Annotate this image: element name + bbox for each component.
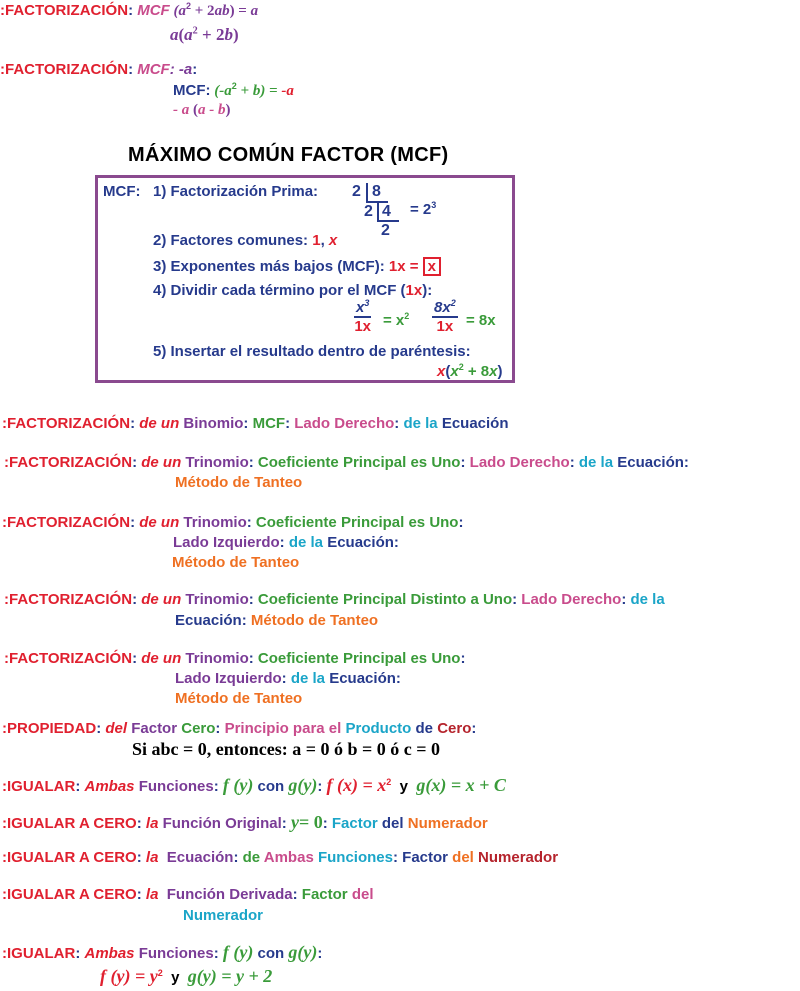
expr2: + b) = — [236, 83, 282, 99]
factor: Factor — [331, 815, 378, 832]
del: del — [351, 886, 374, 903]
div-2c: 2 — [381, 222, 390, 239]
factorizacion-label: :FACTORIZACIÓN — [0, 2, 129, 19]
g-of-y: g(y) — [288, 942, 318, 962]
mcf-value: : -a — [169, 61, 193, 78]
factorizacion-label: :FACTORIZACIÓN — [0, 61, 129, 78]
paren-close: ) — [225, 102, 231, 118]
del: del — [381, 815, 404, 832]
mcf-italic: MCF — [137, 2, 170, 19]
ecuacion: Ecuación — [329, 670, 396, 687]
coef-principal: Coeficiente Principal es Uno — [257, 454, 461, 471]
mcf-box-label: MCF: — [103, 183, 141, 200]
f-of-y-eq: f (y) = y — [100, 966, 158, 986]
ecuacion: Ecuación — [175, 612, 242, 629]
top1-line2 — [170, 25, 239, 45]
ecuacion: Ecuación — [166, 849, 234, 866]
la: la — [145, 886, 159, 903]
lado-izquierdo: Lado Izquierdo — [175, 670, 282, 687]
factorizacion-label: FACTORIZACIÓN — [9, 650, 133, 667]
step3-text: 3) Exponentes más bajos (MCF): — [153, 258, 389, 275]
principio: Principio para el — [224, 720, 342, 737]
line-binomio: :FACTORIZACIÓN: de un Binomio: MCF: Lado Derecho: de la Ecuación — [2, 415, 509, 432]
step4-1x: 1x — [405, 282, 423, 299]
trinomio: Trinomio — [185, 454, 249, 471]
line-trinomio-4: :FACTORIZACIÓN: de un Trinomio: Coeficiente Principal es Uno: — [4, 650, 466, 667]
factorizacion-label: FACTORIZACIÓN — [9, 591, 133, 608]
line-trinomio-2b: Lado Izquierdo: de la Ecuación: — [173, 534, 399, 551]
var-ab: ab — [214, 3, 230, 19]
exp-2: 2 — [185, 1, 191, 11]
de: de — [415, 720, 434, 737]
step2 — [153, 232, 337, 249]
top2-line1 — [0, 61, 197, 78]
separator: : — [128, 61, 134, 78]
line-igualar-cero-1: :IGUALAR A CERO: la Función Original: y= 0: Factor del Numerador — [2, 812, 488, 832]
ambas: Ambas — [263, 849, 314, 866]
coef-principal: Coeficiente Principal es Uno — [257, 650, 461, 667]
paren-close: ) — [232, 25, 239, 44]
line-trinomio-1: :FACTORIZACIÓN: de un Trinomio: Coeficiente Principal es Uno: Lado Derecho: de la Ecuación: — [4, 454, 689, 471]
con: con — [257, 945, 285, 962]
var-a: a — [184, 25, 193, 44]
top2-line3 — [173, 102, 231, 119]
ambas: Ambas — [84, 778, 135, 795]
div-8: 8 — [372, 183, 381, 200]
metodo-tanteo-4: Método de Tanteo — [175, 690, 303, 707]
step5-result — [437, 363, 502, 380]
ecuacion: Ecuación — [617, 454, 684, 471]
eq-zero: = 0 — [298, 812, 323, 832]
de-la: de la — [403, 415, 438, 432]
factorizacion-label: FACTORIZACIÓN — [7, 514, 131, 531]
step4-close: ): — [422, 282, 433, 299]
mcf-italic: MCF — [137, 61, 170, 78]
y-var: y — [290, 812, 299, 832]
line-trinomio-2: :FACTORIZACIÓN: de un Trinomio: Coeficiente Principal es Uno: — [2, 514, 464, 531]
funcion-derivada: Función Derivada — [166, 886, 293, 903]
exp-2: 2 — [386, 777, 392, 787]
numerador: Numerador — [407, 815, 488, 832]
step4 — [153, 282, 432, 299]
div-bar2 — [377, 203, 379, 221]
g-of-x: g(x) = x + C — [416, 775, 506, 795]
line-trinomio-3b: Ecuación: Método de Tanteo — [175, 612, 379, 629]
top2-line2: MCF: $(-a^2 + b) = -a$ — [173, 81, 294, 99]
con: con — [257, 778, 285, 795]
line-igualar-cero-3: :IGUALAR A CERO: la Función Derivada: Factor del — [2, 886, 374, 903]
factor: Factor — [301, 886, 348, 903]
step5: 5) Insertar el resultado dentro de paréntesis: — [153, 343, 471, 360]
frac1-result — [383, 312, 409, 329]
de-la: de la — [288, 534, 324, 551]
mcf-label: MCF: — [173, 82, 211, 99]
var-a: a — [178, 3, 186, 19]
igualar-cero-label: IGUALAR A CERO — [7, 815, 137, 832]
funciones: Funciones — [317, 849, 393, 866]
exp-2: 2 — [192, 25, 198, 37]
step5-x2: x — [450, 363, 459, 380]
de-un: de un — [139, 514, 180, 531]
la: la — [145, 815, 159, 832]
line-igualar-2b — [100, 966, 272, 987]
step5-open: ( — [445, 363, 451, 380]
mcf: MCF — [252, 415, 286, 432]
frac2-num: $8x^2$ — [434, 298, 456, 316]
expr: (-a — [210, 83, 232, 99]
y-conj: y — [171, 969, 180, 986]
de-la: de la — [578, 454, 614, 471]
separator: : — [128, 2, 134, 19]
expr-open: ( — [169, 3, 179, 19]
line-igualar-1: :IGUALAR: Ambas Funciones: f (y) con g(y): f $(x) = x^2$ y g(x) = x + C — [2, 775, 506, 795]
lado-derecho: Lado Derecho — [521, 591, 622, 608]
mcf-title: MÁXIMO COMÚN FACTOR (MCF) — [128, 144, 449, 166]
plus-2: + 2 — [191, 3, 215, 19]
factor: Factor — [402, 849, 448, 866]
metodo-tanteo-1: Método de Tanteo — [175, 474, 303, 491]
step2-text: 2) Factores comunes: — [153, 232, 313, 249]
de-la: de la — [630, 591, 665, 608]
step3-1x: 1x — [388, 258, 406, 275]
de-un: de un — [141, 454, 182, 471]
numerador: Numerador — [478, 849, 559, 866]
trinomio: Trinomio — [183, 514, 247, 531]
funciones: Funciones — [138, 778, 214, 795]
step2-comma: , — [320, 232, 329, 249]
propiedad-label: PROPIEDAD — [7, 720, 97, 737]
la: la — [145, 849, 159, 866]
step1: 1) Factorización Prima: — [153, 183, 319, 200]
lado-izquierdo: Lado Izquierdo — [173, 534, 280, 551]
result: -a — [281, 83, 294, 99]
prop-rule: Si abc = 0, entonces: a = 0 ó b = 0 ó c = 0 — [132, 739, 441, 759]
step5-x: x — [437, 363, 446, 380]
igualar-cero-label: IGUALAR A CERO — [7, 849, 137, 866]
factor: Factor — [131, 720, 178, 737]
de-la: de la — [290, 670, 326, 687]
step4-text: 4) Dividir cada término por el MCF ( — [153, 282, 406, 299]
div-exp: 3 — [431, 200, 437, 210]
exp-2: 2 — [157, 968, 163, 978]
result-a: a — [250, 3, 259, 19]
cero-2: Cero — [437, 720, 472, 737]
div-eq: = 2 — [410, 201, 432, 218]
line-igualar-cero-2: :IGUALAR A CERO: la Ecuación: de Ambas Funciones: Factor del Numerador — [2, 849, 559, 866]
line-propiedad: :PROPIEDAD: del Factor Cero: Principio para el Producto de Cero: — [2, 720, 477, 737]
neg-a: - a — [173, 102, 190, 118]
fraction-1 — [354, 300, 371, 336]
numerador-3: Numerador — [183, 907, 264, 924]
de-un: de un — [141, 650, 182, 667]
de-un: de un — [141, 591, 182, 608]
g-of-y-eq: g(y) = y + 2 — [187, 966, 273, 986]
coef-principal: Coeficiente Principal es Uno — [255, 514, 459, 531]
metodo-tanteo: Método de Tanteo — [250, 612, 379, 629]
frac1-exp: 2 — [404, 311, 410, 321]
div-2b: 2 — [364, 203, 373, 220]
funciones: Funciones — [138, 945, 214, 962]
igualar-label: IGUALAR — [7, 778, 76, 795]
fraction-2 — [432, 300, 458, 336]
var-b: b — [224, 25, 233, 44]
de-un: de un — [139, 415, 180, 432]
paren-open: ( — [189, 102, 198, 118]
factorizacion-label: FACTORIZACIÓN — [9, 454, 133, 471]
step5-exp: 2 — [458, 362, 464, 372]
line-igualar-2: :IGUALAR: Ambas Funciones: f (y) con g(y): — [2, 942, 323, 962]
binomio: Binomio — [183, 415, 244, 432]
ecuacion: Ecuación — [441, 415, 509, 432]
lado-derecho: Lado Derecho — [294, 415, 395, 432]
del: del — [452, 849, 474, 866]
step2-x: x — [328, 232, 338, 249]
step3-boxed-x: x — [423, 257, 441, 276]
step5-close: ) — [497, 363, 503, 380]
line-trinomio-3: :FACTORIZACIÓN: de un Trinomio: Coeficiente Principal Distinto a Uno: Lado Derecho: de la — [4, 591, 665, 608]
del: del — [105, 720, 128, 737]
div-2a: 2 — [352, 183, 361, 200]
step3-eq: = — [405, 258, 423, 275]
eq: ) = — [229, 3, 251, 19]
y-conj: y — [399, 778, 408, 795]
separator: : — [192, 61, 198, 78]
f-of-y: f (y) — [222, 775, 254, 795]
step3 — [153, 257, 441, 276]
igualar-label: IGUALAR — [7, 945, 76, 962]
frac1-num: $x^3$ — [356, 298, 370, 316]
funcion-original: Función Original — [162, 815, 282, 832]
f-of-x: f (x) = x — [326, 775, 387, 795]
frac1-eq: = x — [383, 312, 405, 329]
var-a: a — [170, 25, 179, 44]
plus-2: + 2 — [197, 25, 225, 44]
step5-x3: x — [489, 363, 498, 380]
step2-one: 1 — [312, 232, 321, 249]
lado-derecho: Lado Derecho — [469, 454, 570, 471]
frac1-den: 1x — [354, 318, 372, 335]
inner: a - b — [198, 102, 226, 118]
paren-open: ( — [178, 25, 185, 44]
div-bar1 — [366, 183, 368, 202]
frac2-result: = 8x — [466, 312, 496, 329]
frac2-den: 1x — [436, 318, 454, 335]
coef-distinto: Coeficiente Principal Distinto a Uno — [257, 591, 513, 608]
cero: Cero — [181, 720, 216, 737]
igualar-cero-label: IGUALAR A CERO — [7, 886, 137, 903]
line-trinomio-4b: Lado Izquierdo: de la Ecuación: — [175, 670, 401, 687]
div-4: 4 — [382, 203, 391, 220]
factorizacion-label: FACTORIZACIÓN — [7, 415, 131, 432]
ecuacion: Ecuación — [327, 534, 394, 551]
producto: Producto — [345, 720, 412, 737]
step5-plus: + 8 — [463, 363, 490, 380]
top1-line1 — [0, 2, 258, 20]
ambas: Ambas — [84, 945, 135, 962]
f-of-y: f (y) — [222, 942, 254, 962]
g-of-y: g(y) — [288, 775, 318, 795]
div-result — [410, 201, 436, 218]
trinomio: Trinomio — [185, 591, 249, 608]
metodo-tanteo-2: Método de Tanteo — [172, 554, 300, 571]
trinomio: Trinomio — [185, 650, 249, 667]
de: de — [242, 849, 261, 866]
